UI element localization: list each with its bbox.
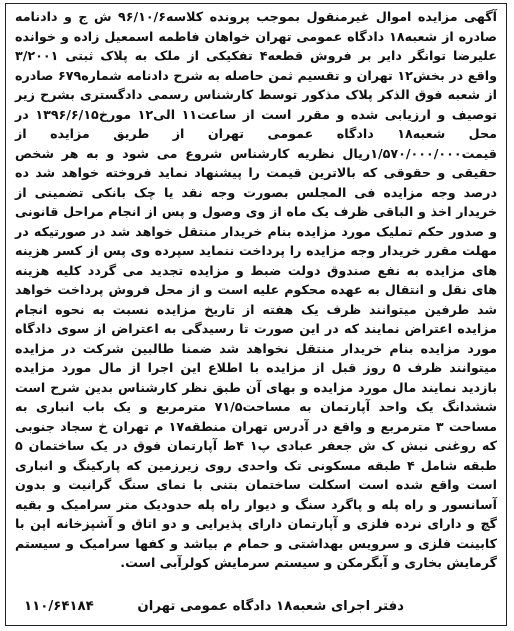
issuing-office: دفتر اجرای شعبه۱۸ دادگاه عمومی تهران xyxy=(137,598,404,614)
notice-footer xyxy=(24,595,492,617)
auction-notice xyxy=(5,3,507,626)
notice-reference-number: ۱۱۰/۶۴۱۸۴ xyxy=(24,598,94,614)
notice-body-text: آگهی مزایده اموال غیرمنقول بموجب پرونده کلاسه۹۶/۱۰/۶ ش ج و دادنامه صادره از شعبه۱۸ دادگاه عمومی تهران خواهان فاطمه اسمعیل زاده و خوانده علیرضا توانگر دایر بر فروش قطعه۴ تفکیکی از ملک به پلاک ثبتی ۳/۲۰۰۱ واقع در بخش۱۲ تهران و تقسیم ثمن حاصله به شرح دادنامه شماره۶۷۹ صادره از شعبه فوق الذکر پلاک مذکور توسط کارشناس رسمی دادگستری بشرح زیر توصیف و ارزیابی شده و مقرر است از ساعت۱۱ الی۱۲ مورخ۱۳۹۶/۶/۱۵ در محل شعبه۱۸ دادگاه عمومی تهران از طریق مزایده از قیمت۱/۵۷۰/۰۰۰/۰۰۰ریال نظریه کارشناس شروع می شود و به هر شخص حقیقی و حقوقی که بالاترین قیمت را پیشنهاد نماید فروخته خواهد شد ده درصد وجه مزایده فی المجلس بصورت وجه نقد یا چک بانکی تضمینی از خریدار اخذ و الباقی ظرف یک ماه از وی وصول و پس از انجام مراحل قانونی و صدور حکم تملیک مورد مزایده بنام خریدار منتقل خواهد شد در صورتیکه در مهلت مقرر خریدار وجه مزایده را پرداخت ننماید سپرده وی پس از کسر هزینه های مزایده به نفع صندوق دولت ضبط و مزایده تجدید می گردد کلیه هزینه های نقل و انتقال به عهده محکوم علیه است و از محل فروش پرداخت خواهد شد طرفین میتوانند ظرف یک هفته از تاریخ مزایده نسبت به نحوه انجام مزایده اعتراض نمایند که در این صورت تا رسیدگی به اعتراض از سوی دادگاه مورد مزایده بنام خریدار منتقل نخواهد شد ضمنا طالبین شرکت در مزایده میتوانند ظرف ۵ روز قبل از مزایده با اطلاع این اجرا از مال مورد مزایده بازدید نمایند مال مورد مزایده و بهای آن طبق نظر کارشناس بدین شرح است ششدانگ یک واحد آپارتمان به مساحت۷۱/۵ مترمربع و یک باب انباری به مساحت ۳ مترمربع و واقع در آدرس تهران منطقه۱۷ م تهران خ سجاد جنوبی که روغنی نبش ک ش جعفر عبادی پ۱ ۴ط آپارتمان فوق در یک ساختمان ۵ طبقه شامل ۴ طبقه مسکونی تک واحدی روی زیرزمین که پارکینگ و انباری است واقع شده است اسکلت ساختمان بتنی با نمای سنگ گرانیت و بدون آسانسور و راه پله و پاگرد سنگ و دیوار راه پله حدودیک متر سرامیک و بقیه گچ و دارای نرده فلزی و آپارتمان دارای پذیرایی و دو اتاق و آشپزخانه اپن با کابینت فلزی و سرویس بهداشتی و حمام م بیاشد و کفها سرامیک و سیستم گرمایش بخاری و آبگرمکن و سیستم سرمایش کولرآبی است. xyxy=(15,9,498,570)
